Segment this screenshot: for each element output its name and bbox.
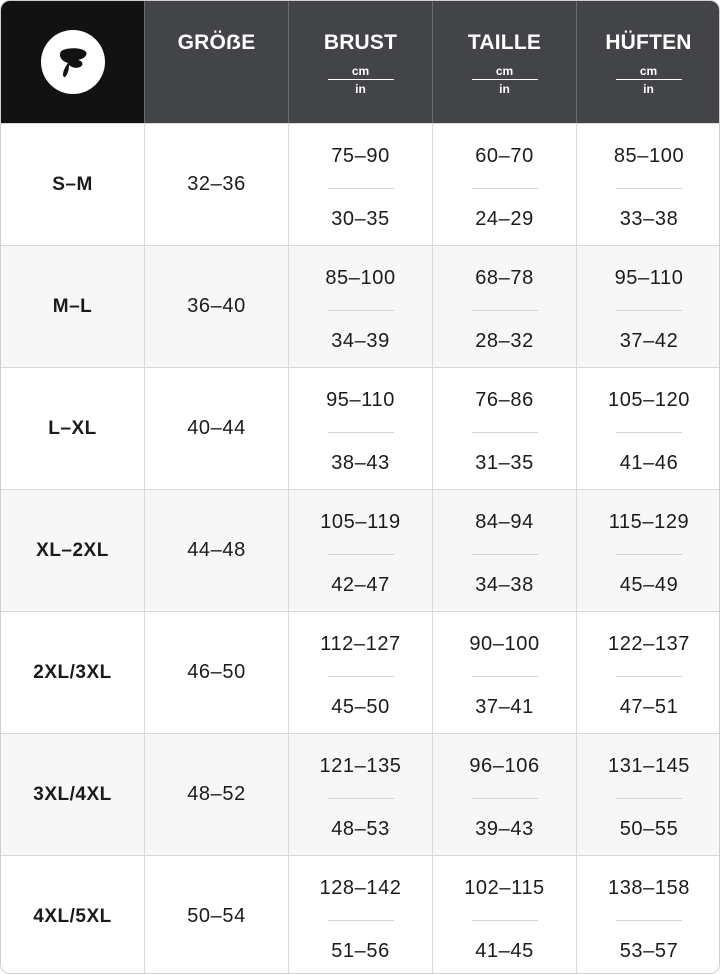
size-label: XL–2XL <box>36 539 109 561</box>
taille-in: 37–41 <box>475 696 534 718</box>
size-label-cell <box>1 367 145 489</box>
groesse-cell <box>145 123 289 245</box>
brust-in: 34–39 <box>331 330 390 352</box>
size-label: M–L <box>52 295 93 317</box>
hueften-cell <box>577 855 720 974</box>
taille-in: 28–32 <box>475 330 534 352</box>
size-label: S–M <box>52 173 93 195</box>
taille-cm: 102–115 <box>464 877 545 899</box>
cell-divider <box>616 676 682 677</box>
hueften-cm: 115–129 <box>608 511 690 533</box>
brust-cell <box>289 367 433 489</box>
hueften-cell <box>577 245 720 367</box>
brust-cm: 75–90 <box>331 145 390 167</box>
brust-in: 42–47 <box>331 574 390 596</box>
size-label: 4XL/5XL <box>33 905 112 927</box>
cell-divider <box>472 920 538 921</box>
hueften-in: 47–51 <box>619 696 679 718</box>
cell-divider <box>472 676 538 677</box>
brust-cell <box>289 855 433 974</box>
unit-cm: cm <box>639 64 658 78</box>
cell-divider <box>472 432 538 433</box>
taille-cm: 96–106 <box>469 755 540 777</box>
taille-cell <box>433 367 577 489</box>
hueften-cm: 131–145 <box>607 755 691 777</box>
hueften-cm: 122–137 <box>607 633 691 655</box>
groesse-value: 32–36 <box>187 173 246 195</box>
hueften-in: 41–46 <box>619 452 679 474</box>
brust-cell <box>289 123 433 245</box>
cell-divider <box>328 310 394 311</box>
groesse-cell <box>145 733 289 855</box>
unit-divider <box>328 79 394 80</box>
hueften-cm: 95–110 <box>614 267 684 289</box>
groesse-value: 48–52 <box>187 783 246 805</box>
taille-in: 39–43 <box>475 818 534 840</box>
taille-cm: 68–78 <box>475 267 534 289</box>
taille-cell <box>433 855 577 974</box>
brust-cell <box>289 611 433 733</box>
size-label-cell <box>1 611 145 733</box>
size-label: L–XL <box>48 417 97 439</box>
header-logo-cell <box>1 1 145 123</box>
taille-cm: 76–86 <box>475 389 534 411</box>
butterfly-logo-icon <box>41 30 105 94</box>
brust-cm: 85–100 <box>325 267 396 289</box>
taille-in: 41–45 <box>475 940 534 962</box>
brust-in: 51–56 <box>331 940 390 962</box>
groesse-value: 50–54 <box>187 905 246 927</box>
groesse-cell <box>145 367 289 489</box>
size-label: 3XL/4XL <box>33 783 112 805</box>
hueften-cell <box>577 489 720 611</box>
cell-divider <box>616 188 682 189</box>
header-groesse <box>145 1 289 123</box>
size-label-cell <box>1 245 145 367</box>
groesse-value: 46–50 <box>187 661 246 683</box>
taille-cm: 84–94 <box>475 511 534 533</box>
brust-cm: 105–119 <box>320 511 401 533</box>
unit-divider <box>472 79 538 80</box>
cell-divider <box>616 432 682 433</box>
brust-cm: 112–127 <box>320 633 401 655</box>
groesse-cell <box>145 855 289 974</box>
size-label-cell <box>1 855 145 974</box>
brust-cm: 95–110 <box>326 389 395 411</box>
groesse-cell <box>145 245 289 367</box>
brust-in: 45–50 <box>331 696 390 718</box>
taille-in: 24–29 <box>475 208 534 230</box>
taille-cell <box>433 611 577 733</box>
header-taille-title: TAILLE <box>467 31 542 54</box>
taille-cm: 90–100 <box>469 633 540 655</box>
cell-divider <box>472 310 538 311</box>
brust-in: 38–43 <box>331 452 390 474</box>
cell-divider <box>328 188 394 189</box>
taille-cell <box>433 489 577 611</box>
cell-divider <box>328 676 394 677</box>
taille-cm: 60–70 <box>475 145 534 167</box>
groesse-value: 36–40 <box>187 295 246 317</box>
cell-divider <box>616 554 682 555</box>
hueften-in: 45–49 <box>619 574 679 596</box>
cell-divider <box>328 920 394 921</box>
cell-divider <box>328 798 394 799</box>
brust-cm: 128–142 <box>319 877 402 899</box>
cell-divider <box>616 920 682 921</box>
brust-cell <box>289 489 433 611</box>
size-label: 2XL/3XL <box>33 661 112 683</box>
groesse-cell <box>145 489 289 611</box>
hueften-in: 50–55 <box>619 818 679 840</box>
taille-in: 34–38 <box>475 574 534 596</box>
hueften-cell <box>577 367 720 489</box>
brust-cell <box>289 733 433 855</box>
size-label-cell <box>1 733 145 855</box>
unit-divider <box>616 79 682 80</box>
brust-cm: 121–135 <box>319 755 402 777</box>
groesse-value: 44–48 <box>187 539 246 561</box>
hueften-in: 33–38 <box>619 208 679 230</box>
hueften-cm: 85–100 <box>613 145 685 167</box>
header-hueften <box>577 1 720 123</box>
unit-in: in <box>643 82 654 96</box>
taille-cell <box>433 123 577 245</box>
header-groesse-title: GRÖẞE <box>177 31 256 54</box>
taille-in: 31–35 <box>475 452 534 474</box>
cell-divider <box>328 554 394 555</box>
cell-divider <box>472 554 538 555</box>
groesse-cell <box>145 611 289 733</box>
unit-cm: cm <box>495 64 514 78</box>
hueften-cell <box>577 733 720 855</box>
cell-divider <box>616 310 682 311</box>
unit-legend <box>616 64 682 96</box>
brust-cell <box>289 245 433 367</box>
brust-in: 30–35 <box>331 208 390 230</box>
header-taille <box>433 1 577 123</box>
cell-divider <box>328 432 394 433</box>
hueften-cm: 105–120 <box>607 389 691 411</box>
cell-divider <box>472 798 538 799</box>
hueften-in: 37–42 <box>619 330 679 352</box>
size-label-cell <box>1 123 145 245</box>
size-label-cell <box>1 489 145 611</box>
unit-legend <box>328 64 394 96</box>
taille-cell <box>433 733 577 855</box>
brust-in: 48–53 <box>331 818 390 840</box>
header-hueften-title: HÜFTEN <box>605 31 692 54</box>
hueften-cm: 138–158 <box>607 877 691 899</box>
unit-cm: cm <box>351 64 370 78</box>
cell-divider <box>616 798 682 799</box>
hueften-cell <box>577 611 720 733</box>
unit-in: in <box>355 82 366 96</box>
cell-divider <box>472 188 538 189</box>
hueften-in: 53–57 <box>619 940 679 962</box>
unit-legend <box>472 64 538 96</box>
header-brust-title: BRUST <box>323 31 398 54</box>
groesse-value: 40–44 <box>187 417 246 439</box>
unit-in: in <box>499 82 510 96</box>
hueften-cell <box>577 123 720 245</box>
header-brust <box>289 1 433 123</box>
taille-cell <box>433 245 577 367</box>
